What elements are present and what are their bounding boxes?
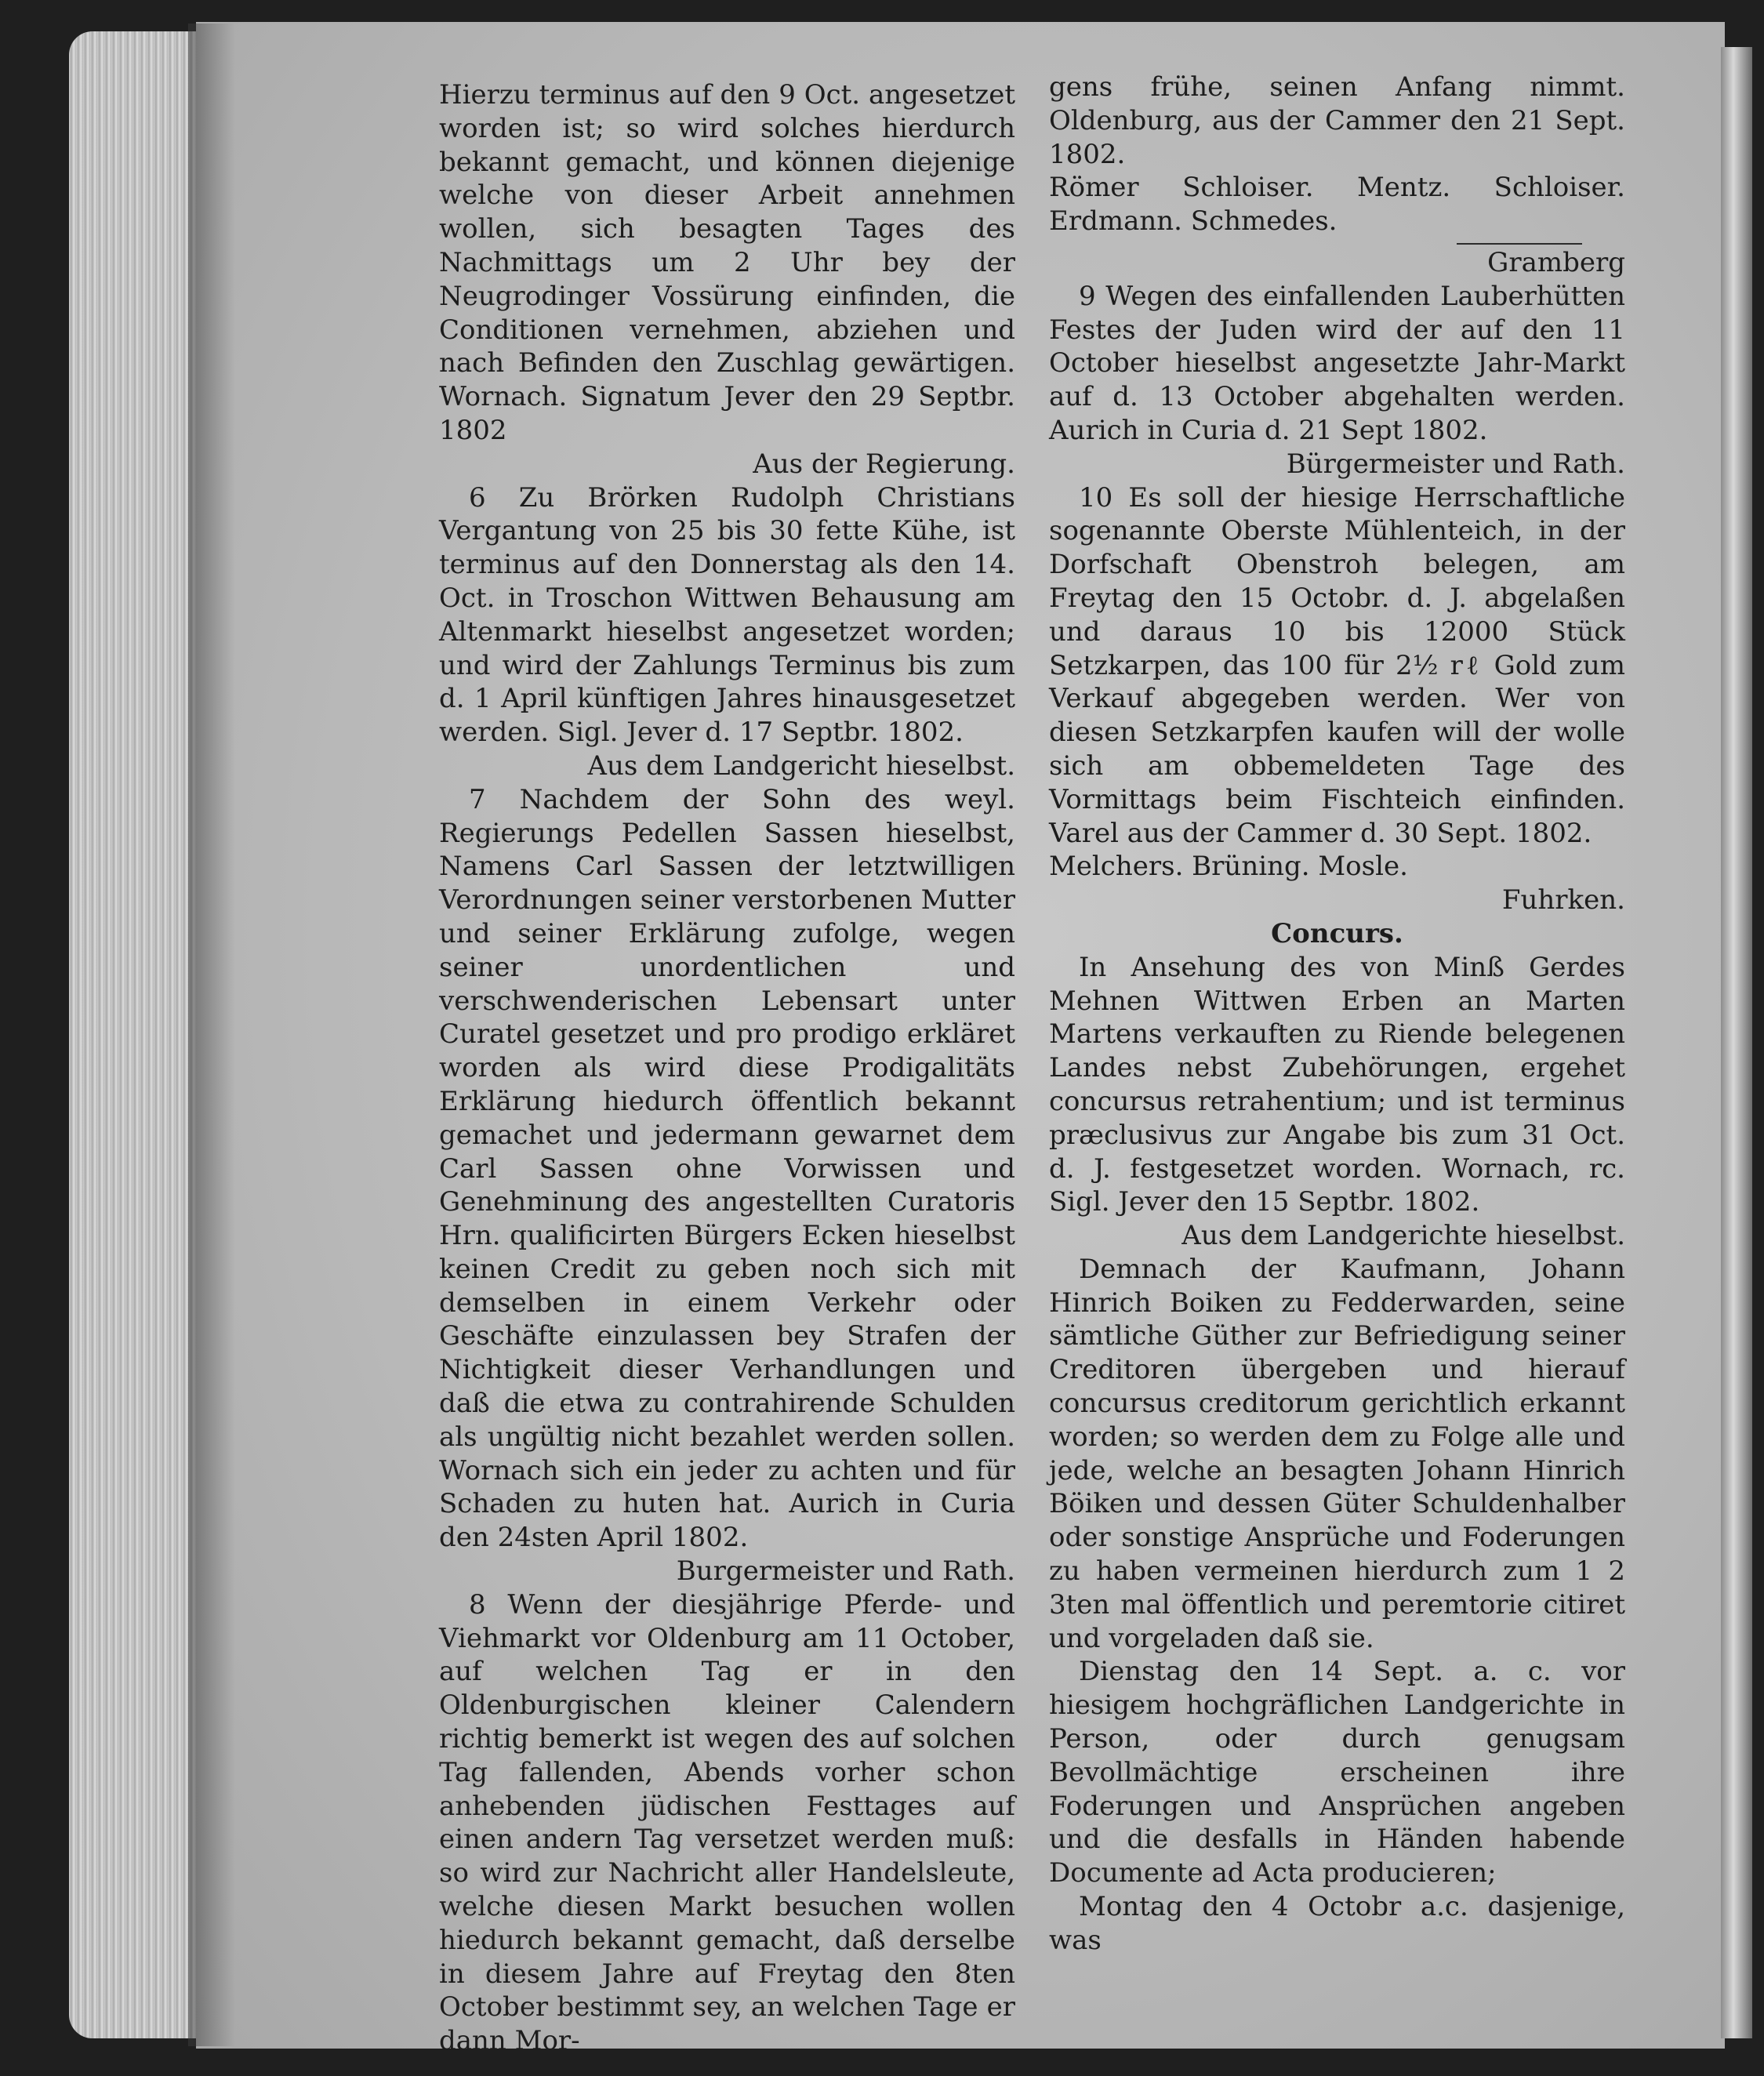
notice-9-signature: Bürgermeister und Rath. xyxy=(1286,448,1625,480)
notice-10-names: Melchers. Brüning. Mosle. xyxy=(1049,851,1408,883)
left-column xyxy=(439,78,1015,2058)
notice-7-paragraph: 7 Nachdem der Sohn des weyl. Regierungs Pedellen Sassen hieselbst, Namens Carl Sassen der letztwilligen Verordnungen seiner verstorbenen Mutter und seiner Erklärung zufolge, wegen seiner unordentlichen und verschwenderischen Lebensart unter Curatel gesetzet und pro prodigo erkläret worden als wird diese Prodigalitäts Erklärung hiedurch öffentlich bekannt gemachet und jedermann gewarnet dem Carl Sassen ohne Vorwissen und Genehminung des angestellten Curatoris Hrn. qualificirten Bürgers Ecken hieselbst keinen Credit zu geben noch sich mit demselben in einem Verkehr oder Geschäfte einzulassen bey Strafen der Nichtigkeit dieser Verhandlungen und daß die etwa zu contrahirende Schulden als ungültig nicht bezahlet werden sollen. Wornach sich ein jeder zu achten und für Schaden zu huten hat. Aurich in Curia den 24sten April 1802. xyxy=(439,783,1015,1554)
notice-8-continued: gens frühe, seinen Anfang nimmt. Oldenburg, aus der Cammer den 21 Sept. 1802. xyxy=(1049,71,1625,170)
signature-rule xyxy=(1457,243,1582,245)
notice-8-signature: Gramberg xyxy=(1487,246,1625,278)
section-heading: Concurs. xyxy=(1271,917,1403,949)
concurs-1-signature: Aus dem Landgerichte hieselbst. xyxy=(1181,1220,1625,1252)
notice-continued-paragraph: Hierzu terminus auf den 9 Oct. angesetzet worden ist; so wird solches hierdurch bekannt gemacht, und können diejenige welche von dieser Arbeit annehmen wollen, sich besagten Tages des Nachmittags um 2 Uhr bey der Neugrodinger Vossürung einfinden, die Conditionen vernehmen, abziehen und nach Befinden den Zuschlag gewärtigen. Wornach. Signatum Jever den 29 Septbr. 1802 xyxy=(439,79,1015,446)
concurs-2-paragraph: Demnach der Kaufmann, Johann Hinrich Boiken zu Fedderwarden, seine sämtliche Güther zur Befriedigung seiner Creditoren übergeben und hierauf concursus creditorum gerichtlich erkannt worden; so werden dem zu Folge alle und jede, welche an besagten Johann Hinrich Böiken und dessen Güter Schuldenhalber oder sonstige Ansprüche und Foderungen zu haben vermeinen hierdurch zum 1 2 3ten mal öffentlich und peremtorie citiret und vorgeladen daß sie. xyxy=(1049,1253,1625,1654)
notice-8-names: Römer Schloiser. Mentz. Schloiser. Erdmann. Schmedes. xyxy=(1049,172,1625,238)
right-column xyxy=(1049,71,1625,1958)
notice-10-paragraph: 10 Es soll der hiesige Herrschaftliche sogenannte Oberste Mühlenteich, in der Dorfschaft Obenstroh belegen, am Freytag den 15 Octobr. d. J. abgelaßen und daraus 10 bis 12000 Stück Setzkarpen, das 100 für 2½ rℓ Gold zum Verkauf abgegeben werden. Wer von diesen Setzkarpfen kaufen will der wolle sich am obbemeldeten Tage des Vormittags beim Fischteich einfinden. Varel aus der Cammer d. 30 Sept. 1802. xyxy=(1049,481,1625,849)
concurs-2-date-2: Montag den 4 Octobr a.c. dasjenige, was xyxy=(1049,1891,1625,1956)
gutter-shadow xyxy=(188,24,235,2046)
notice-signature: Aus der Regierung. xyxy=(753,448,1015,480)
notice-6-paragraph: 6 Zu Brörken Rudolph Christians Vergantung von 25 bis 30 fette Kühe, ist terminus auf den Donnerstag als den 14. Oct. in Troschon Wittwen Behausung am Altenmarkt hieselbst angesetzet worden; und wird der Zahlungs Terminus bis zum d. 1 April künftigen Jahres hinausgesetzet werden. Sigl. Jever d. 17 Septbr. 1802. xyxy=(439,481,1015,749)
concurs-2-date-1: Dienstag den 14 Sept. a. c. vor hiesigem hochgräflichen Landgerichte in Person, oder durch genugsam Bevollmächtige erscheinen ihre Foderungen und Ansprüchen angeben und die desfalls in Händen habende Documente ad Acta producieren; xyxy=(1049,1656,1625,1889)
notice-10-signature: Fuhrken. xyxy=(1501,884,1625,916)
facing-page-edge xyxy=(1721,47,1752,2038)
concurs-1-paragraph: In Ansehung des von Minß Gerdes Mehnen Wittwen Erben an Marten Martens verkauften zu Riende belegenen Landes nebst Zubehörungen, ergehet concursus retrahentium; und ist terminus præclusivus zur Angabe bis zum 31 Oct. d. J. festgesetzet worden. Wornach, rc. Sigl. Jever den 15 Septbr. 1802. xyxy=(1049,951,1625,1218)
notice-9-paragraph: 9 Wegen des einfallenden Lauberhütten Festes der Juden wird der auf den 11 October hieselbst angesetzte Jahr-Markt auf d. 13 October abgehalten werden. Aurich in Curia d. 21 Sept 1802. xyxy=(1049,280,1625,446)
notice-8-paragraph: 8 Wenn der diesjährige Pferde- und Viehmarkt vor Oldenburg am 11 October, auf welchen Tag er in den Oldenburgischen kleiner Calendern richtig bemerkt ist wegen des auf solchen Tag fallenden, Abends vorher schon anhebenden jüdischen Festtages auf einen andern Tag versetzet werden muß: so wird zur Nachricht aller Handelsleute, welche diesen Markt besuchen wollen hiedurch bekannt gemacht, daß derselbe in diesem Jahre auf Freytag den 8ten October bestimmt sey, an welchen Tage er dann Mor- xyxy=(439,1588,1015,2057)
notice-7-signature: Burgermeister und Rath. xyxy=(676,1555,1015,1588)
notice-6-signature: Aus dem Landgericht hieselbst. xyxy=(587,749,1015,782)
